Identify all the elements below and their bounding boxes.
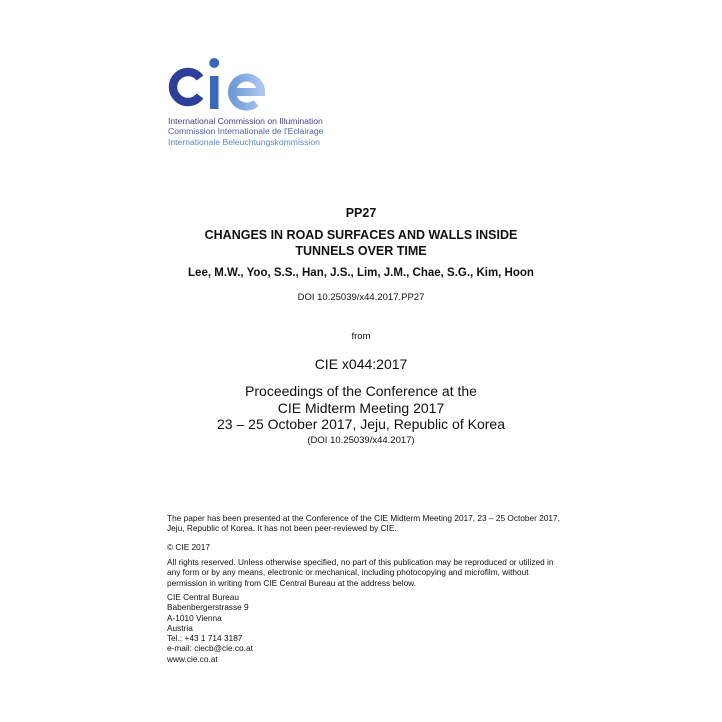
logo-line-en: International Commission on Illumination <box>168 116 323 126</box>
address-phone: Tel.: +43 1 714 3187 <box>167 633 243 644</box>
cie-logo <box>166 54 356 154</box>
from-label: from <box>351 331 371 342</box>
proceedings-line-1: Proceedings of the Conference at the <box>245 383 477 399</box>
rights-statement: All rights reserved. Unless otherwise specified, no part of this publication may be reproduced or utilized in any form or by any means, electronic or mechanical, including photocopying and microfilm, without permission in writing from CIE Central Bureau at the address below. <box>167 557 554 588</box>
address-line: Babenbergerstrasse 9 <box>167 602 249 613</box>
presentation-note: The paper has been presented at the Conference of the CIE Midterm Meeting 2017, 23 – 25 October 2017, Jeju, Republic of Korea. It has not been peer-reviewed by CIE. <box>167 513 560 534</box>
proceedings-description <box>0 383 722 433</box>
logo-line-fr: Commission Internationale de l'Eclairage <box>168 126 324 137</box>
proceedings-doi: (DOI 10.25039/x44.2017) <box>307 435 415 446</box>
cie-wordmark-icon <box>166 54 276 114</box>
address-email: e-mail: ciecb@cie.co.at <box>167 643 253 654</box>
paper-title-line-1: CHANGES IN ROAD SURFACES AND WALLS INSIDE <box>204 228 518 242</box>
paper-title <box>0 228 722 259</box>
address-website: www.cie.co.at <box>167 653 218 664</box>
proceedings-line-3: 23 – 25 October 2017, Jeju, Republic of Korea <box>217 416 505 432</box>
address-line: CIE Central Bureau <box>167 592 239 602</box>
copyright: © CIE 2017 <box>167 542 211 552</box>
paper-authors: Lee, M.W., Yoo, S.S., Han, J.S., Lim, J.M., Chae, S.G., Kim, Hoon <box>188 267 534 279</box>
paper-code: PP27 <box>345 206 377 220</box>
address-line: Austria <box>167 622 193 633</box>
proceedings-line-2: CIE Midterm Meeting 2017 <box>277 399 445 416</box>
logo-tagline <box>168 116 323 147</box>
logo-line-de: Internationale Beleuchtungskommission <box>168 136 320 147</box>
proceedings-code: CIE x044:2017 <box>314 356 408 372</box>
paper-doi: DOI 10.25039/x44.2017.PP27 <box>297 292 425 303</box>
address-line: A-1010 Vienna <box>167 612 222 623</box>
contact-address <box>167 592 567 664</box>
paper-title-line-2: TUNNELS OVER TIME <box>295 243 427 258</box>
